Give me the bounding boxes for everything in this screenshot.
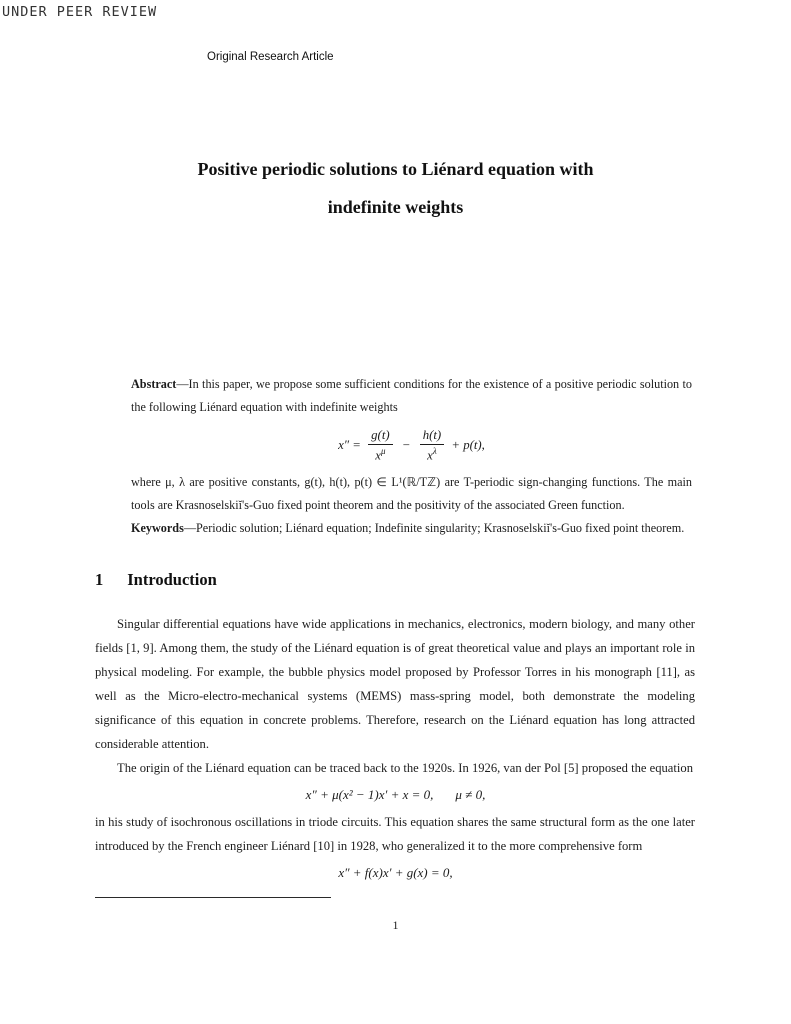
fraction-h-numerator: h(t) — [420, 428, 444, 445]
equation-lienard-indefinite — [131, 428, 692, 464]
section-number: 1 — [95, 569, 104, 589]
intro-paragraph-1: Singular differential equations have wide applications in mechanics, electronics, modern biology, and many other fields [1, 9]. Among them, the study of the Liénard equation is of great theoretical value and plays an important role in physical modeling. For example, the bubble physics model proposed by Professor Torres in his monograph [11], as well as the Micro-electro-mechanical systems (MEMS) mass-spring model, both demonstrate the modeling significance of this equation in concrete problems. Therefore, research on the Liénard equation has long attracted considerable attention. — [95, 616, 695, 751]
equation-tail: + p(t), — [451, 437, 485, 452]
fraction-h-over-x-lambda — [420, 428, 444, 464]
fraction-g-numerator: g(t) — [368, 428, 392, 445]
paper-title — [0, 0, 791, 226]
article-type-label: Original Research Article — [207, 51, 334, 63]
footnote-rule — [95, 897, 331, 898]
equation-van-der-pol-main: x″ + μ(x² − 1)x′ + x = 0, — [305, 786, 434, 802]
paper-title-line-1: Positive periodic solutions to Liénard equation with — [197, 159, 594, 179]
fraction-h-denominator-base: x — [427, 448, 433, 463]
peer-review-banner: UNDER PEER REVIEW — [2, 4, 158, 20]
fraction-h-denominator — [420, 445, 444, 464]
intro-paragraph-2-continuation: in his study of isochronous oscillations in triode circuits. This equation shares the same structural form as the one later introduced by the French engineer Liénard [10] in 1928, who generalized it to the more comprehensive form — [95, 814, 695, 853]
intro-paragraph-2-lead: The origin of the Liénard equation can be traced back to the 1920s. In 1926, van der Pol [5] proposed the equation — [117, 760, 693, 775]
page-number: 1 — [392, 917, 399, 932]
section-title: Introduction — [127, 569, 217, 589]
abstract-paragraph — [131, 373, 692, 419]
minus-operator: − — [401, 437, 411, 452]
equation-lhs: x″ = — [338, 437, 361, 452]
keywords-text: —Periodic solution; Liénard equation; Indefinite singularity; Krasnoselskiĭ's-Guo fixed point theorem. — [183, 520, 685, 535]
abstract-outro-text: where μ, λ are positive constants, g(t), h(t), p(t) ∈ L¹(ℝ/Tℤ) are T-periodic sign-changing functions. The main tools are Krasnoselskiĭ's-Guo fixed point theorem and the positivity of the associated Green function. — [131, 474, 692, 512]
keywords-label: Keywords — [131, 520, 184, 535]
equation-van-der-pol — [0, 787, 791, 803]
equation-van-der-pol-condition: μ ≠ 0, — [455, 786, 486, 802]
fraction-g-over-x-mu — [368, 428, 392, 464]
fraction-g-denominator-exponent: μ — [380, 446, 386, 457]
paper-title-line-2: indefinite weights — [327, 197, 464, 217]
keywords-paragraph — [131, 517, 692, 540]
fraction-g-denominator-base: x — [375, 448, 381, 463]
equation-lienard-general-form: x″ + f(x)x′ + g(x) = 0, — [338, 864, 453, 880]
abstract-label: Abstract — [131, 377, 177, 391]
abstract-intro-text: —In this paper, we propose some sufficient conditions for the existence of a positive periodic solution to the following Liénard equation with indefinite weights — [131, 377, 692, 414]
fraction-h-denominator-exponent: λ — [432, 446, 437, 457]
fraction-g-denominator — [368, 445, 392, 464]
abstract-block — [131, 373, 692, 540]
section-1-heading — [95, 570, 791, 590]
